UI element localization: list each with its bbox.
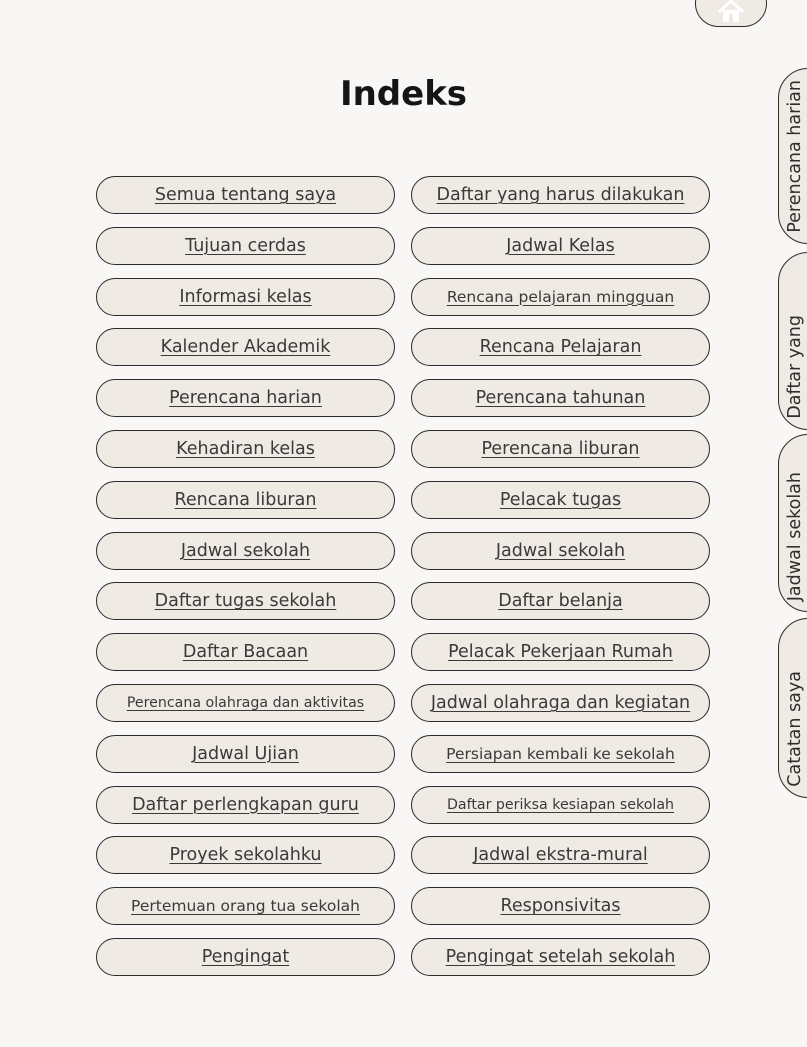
index-link-pengingat-setelah-sekolah[interactable]: Pengingat setelah sekolah bbox=[411, 938, 710, 976]
index-link-semua-tentang-saya[interactable]: Semua tentang saya bbox=[96, 176, 395, 214]
index-link-kalender-akademik[interactable]: Kalender Akademik bbox=[96, 328, 395, 366]
side-tab-daftar-yang[interactable] bbox=[778, 252, 807, 430]
index-link-daftar-periksa-kesiapan-sekolah[interactable]: Daftar periksa kesiapan sekolah bbox=[411, 786, 710, 824]
page-title: Indeks bbox=[339, 74, 468, 114]
index-link-kehadiran-kelas[interactable]: Kehadiran kelas bbox=[96, 430, 395, 468]
index-link-daftar-belanja[interactable]: Daftar belanja bbox=[411, 582, 710, 620]
side-tab-label: Jadwal sekolah bbox=[785, 471, 805, 601]
index-link-jadwal-sekolah-2[interactable]: Jadwal sekolah bbox=[411, 532, 710, 570]
index-link-perencana-harian[interactable]: Perencana harian bbox=[96, 379, 395, 417]
index-link-jadwal-sekolah-1[interactable]: Jadwal sekolah bbox=[96, 532, 395, 570]
side-tab-label: Perencana harian bbox=[785, 80, 805, 233]
index-link-tujuan-cerdas[interactable]: Tujuan cerdas bbox=[96, 227, 395, 265]
index-link-perencana-tahunan[interactable]: Perencana tahunan bbox=[411, 379, 710, 417]
home-icon bbox=[716, 0, 746, 22]
index-link-perencana-olahraga-dan-aktivitas[interactable]: Perencana olahraga dan aktivitas bbox=[96, 684, 395, 722]
side-tab-perencana-harian[interactable] bbox=[778, 68, 807, 244]
index-link-jadwal-ujian[interactable]: Jadwal Ujian bbox=[96, 735, 395, 773]
index-link-responsivitas[interactable]: Responsivitas bbox=[411, 887, 710, 925]
index-link-jadwal-ekstra-mural[interactable]: Jadwal ekstra-mural bbox=[411, 836, 710, 874]
side-tab-label: Catatan saya bbox=[785, 671, 805, 787]
index-link-daftar-bacaan[interactable]: Daftar Bacaan bbox=[96, 633, 395, 671]
index-link-pertemuan-orang-tua-sekolah[interactable]: Pertemuan orang tua sekolah bbox=[96, 887, 395, 925]
index-link-proyek-sekolahku[interactable]: Proyek sekolahku bbox=[96, 836, 395, 874]
side-tab-label: Daftar yang bbox=[785, 315, 805, 419]
index-link-pelacak-tugas[interactable]: Pelacak tugas bbox=[411, 481, 710, 519]
index-link-daftar-tugas-sekolah[interactable]: Daftar tugas sekolah bbox=[96, 582, 395, 620]
home-button[interactable] bbox=[695, 0, 767, 27]
index-link-persiapan-kembali-ke-sekolah[interactable]: Persiapan kembali ke sekolah bbox=[411, 735, 710, 773]
index-link-daftar-yang-harus-dilakukan[interactable]: Daftar yang harus dilakukan bbox=[411, 176, 710, 214]
side-tab-jadwal-sekolah[interactable] bbox=[778, 434, 807, 612]
index-link-rencana-pelajaran-mingguan[interactable]: Rencana pelajaran mingguan bbox=[411, 278, 710, 316]
index-link-jadwal-kelas[interactable]: Jadwal Kelas bbox=[411, 227, 710, 265]
index-grid bbox=[96, 176, 710, 976]
index-link-rencana-liburan[interactable]: Rencana liburan bbox=[96, 481, 395, 519]
index-link-informasi-kelas[interactable]: Informasi kelas bbox=[96, 278, 395, 316]
side-tab-catatan-saya[interactable] bbox=[778, 618, 807, 798]
index-link-pelacak-pekerjaan-rumah[interactable]: Pelacak Pekerjaan Rumah bbox=[411, 633, 710, 671]
index-link-perencana-liburan[interactable]: Perencana liburan bbox=[411, 430, 710, 468]
index-link-daftar-perlengkapan-guru[interactable]: Daftar perlengkapan guru bbox=[96, 786, 395, 824]
index-link-jadwal-olahraga-dan-kegiatan[interactable]: Jadwal olahraga dan kegiatan bbox=[411, 684, 710, 722]
index-link-pengingat[interactable]: Pengingat bbox=[96, 938, 395, 976]
index-link-rencana-pelajaran[interactable]: Rencana Pelajaran bbox=[411, 328, 710, 366]
